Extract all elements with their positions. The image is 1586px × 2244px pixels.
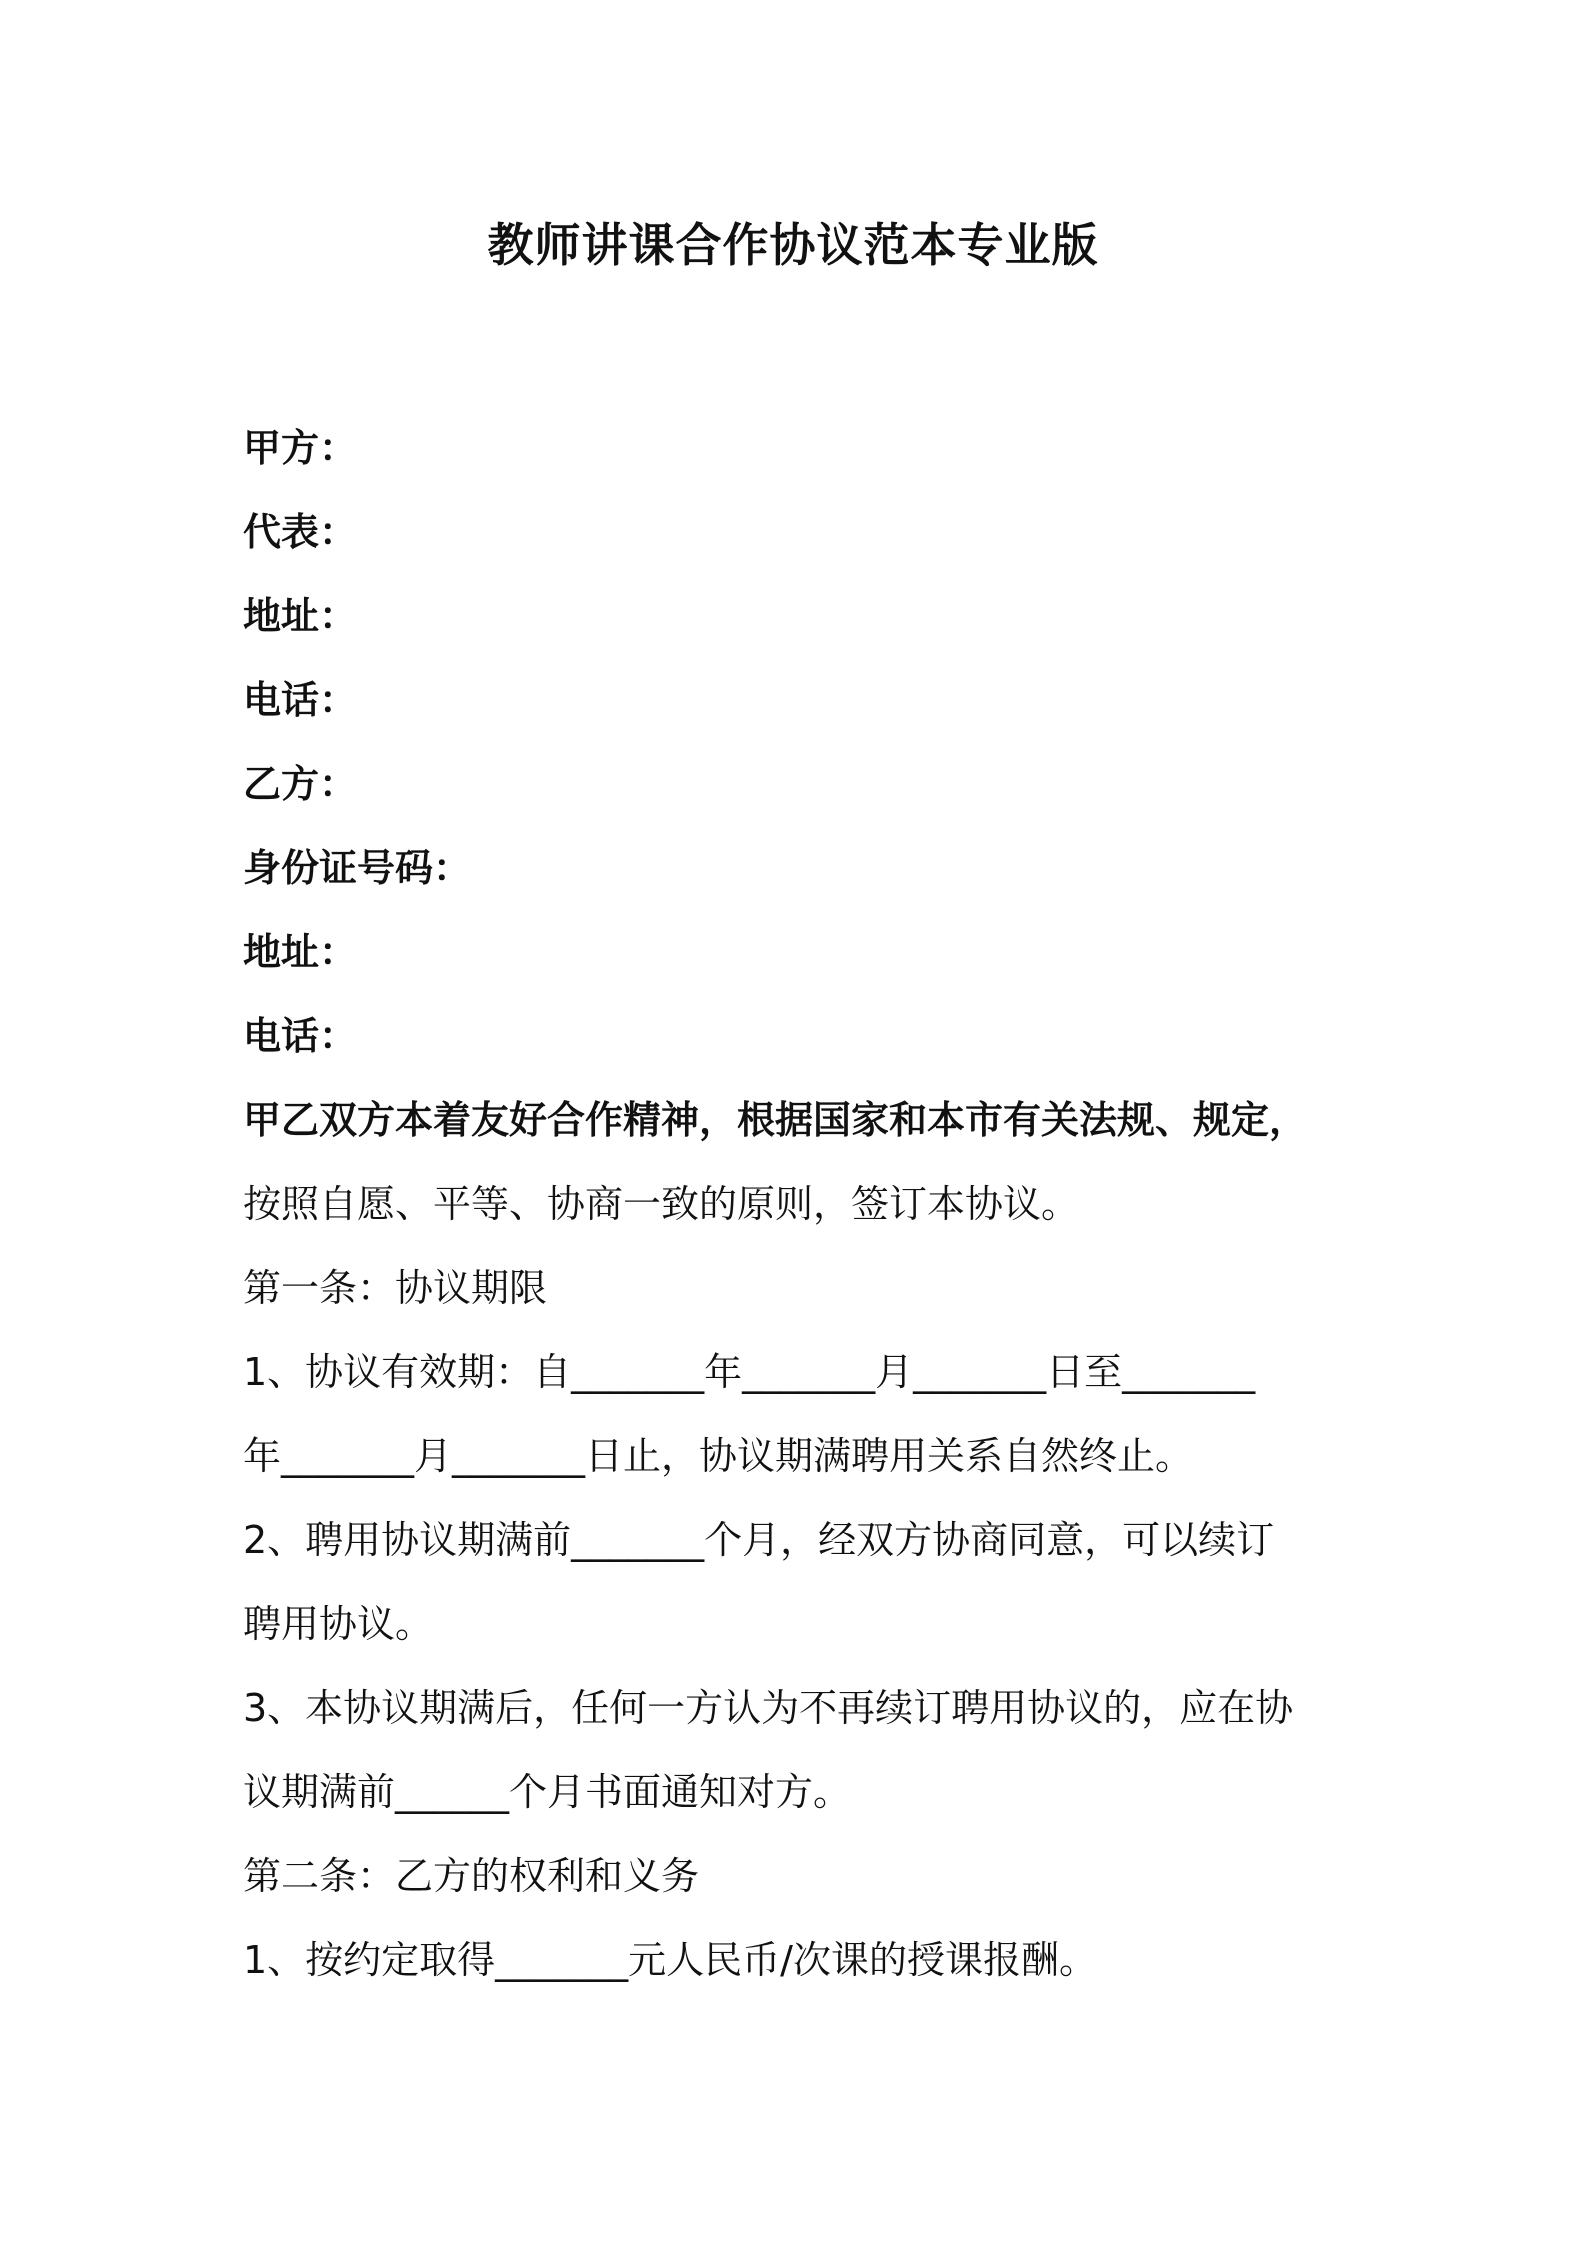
article-1-clause-3-line-2: 议期满前______个月书面通知对方。	[243, 1770, 852, 1814]
article-1-clause-1-line-2: 年_______月_______日止，协议期满聘用关系自然终止。	[243, 1434, 1194, 1478]
article-1-clause-1-line-1: 1、协议有效期：自_______年_______月_______日至_______	[243, 1350, 1256, 1394]
party-b-label: 乙方：	[243, 762, 358, 806]
document-title: 教师讲课合作协议范本专业版	[487, 218, 1099, 272]
preamble-line-2: 按照自愿、平等、协商一致的原则，签订本协议。	[243, 1182, 1080, 1226]
id-number-label: 身份证号码：	[243, 846, 472, 890]
party-b-address-label: 地址：	[243, 930, 358, 974]
representative-label: 代表：	[243, 510, 358, 554]
document-body	[243, 406, 1355, 2002]
article-2-clause-1: 1、按约定取得_______元人民币/次课的授课报酬。	[243, 1938, 1097, 1982]
party-a-phone-label: 电话：	[243, 678, 358, 722]
article-1-clause-3-line-1: 3、本协议期满后，任何一方认为不再续订聘用协议的，应在协	[243, 1686, 1294, 1730]
party-a-label: 甲方：	[243, 426, 358, 470]
party-a-address-label: 地址：	[243, 594, 358, 638]
preamble-line-1: 甲乙双方本着友好合作精神，根据国家和本市有关法规、规定，	[243, 1098, 1308, 1142]
article-1-clause-2-line-1: 2、聘用协议期满前_______个月，经双方协商同意，可以续订	[243, 1518, 1275, 1562]
article-2-heading: 第二条：乙方的权利和义务	[243, 1854, 700, 1898]
article-1-heading: 第一条：协议期限	[243, 1266, 548, 1310]
article-1-clause-2-line-2: 聘用协议。	[243, 1602, 434, 1646]
party-b-phone-label: 电话：	[243, 1014, 358, 1058]
